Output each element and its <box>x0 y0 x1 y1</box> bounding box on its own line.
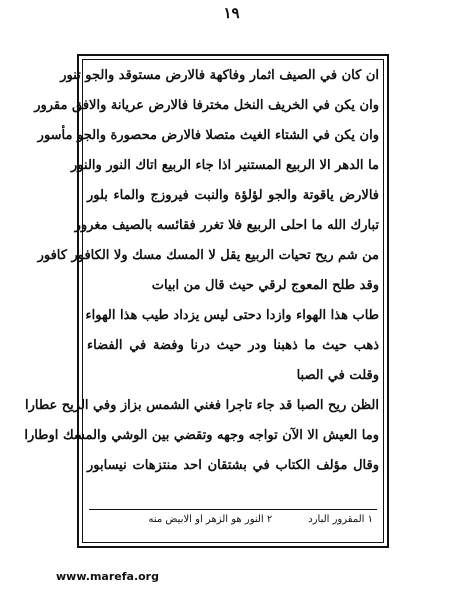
footnote: ١ المقرور البارد <box>308 514 373 525</box>
text-line: ذهب حيث ما ذهبنا ودر حيث درنا وفضة في الفضاء <box>87 338 379 353</box>
footnote: ٢ النور هو الزهر او الابيض منه <box>148 514 273 525</box>
text-line: تبارك الله ما احلى الربيع فلا تغرر فقائسه بالصيف مغرور <box>74 218 379 233</box>
text-frame <box>24 54 389 548</box>
page-number: ١٩ <box>223 4 240 22</box>
text-line: ان كان في الصيف اثمار وفاكهة فالارض مستوقد والجو تنور <box>60 68 379 83</box>
text-line: وقال مؤلف الكتاب في بشتقان احد منتزهات نيسابور <box>87 458 379 473</box>
text-line: فالارض ياقوتة والجو لؤلؤة والنبت فيروزج والماء بلور <box>87 188 379 203</box>
body-text <box>24 66 379 486</box>
text-line: من شم ريح تحيات الربيع يقل لا المسك مسك ولا الكافور كافور <box>37 248 379 263</box>
text-line: ما الدهر الا الربيع المستنير اذا جاء الربيع اتاك النور والنور <box>71 158 379 173</box>
text-line: وان يكن في الشتاء الغيث متصلا فالارض محصورة والجو مأسور <box>37 128 379 143</box>
text-line: وقلت في الصبا <box>296 368 379 383</box>
watermark-url: www.marefa.org <box>56 570 159 583</box>
text-line: وما العيش الا الآن تواجه وجهه وتقضي بين الوشي والمسك اوطارا <box>24 428 379 443</box>
footnote-divider <box>89 509 377 510</box>
text-line: طاب هذا الهواء وازدا دحتى ليس يزداد طيب هذا الهواء <box>85 308 379 323</box>
text-line: الظن ريح الصبا قد جاء تاجرا فغني الشمس بزاز وفي الريح عطارا <box>24 398 379 413</box>
text-line: وقد طلح المعوج لرقي حيث قال من ابيات <box>151 278 379 293</box>
text-line: وان يكن في الخريف النخل مخترفا فالارض عريانة والافق مقرور <box>34 98 379 113</box>
footnotes <box>93 514 373 536</box>
